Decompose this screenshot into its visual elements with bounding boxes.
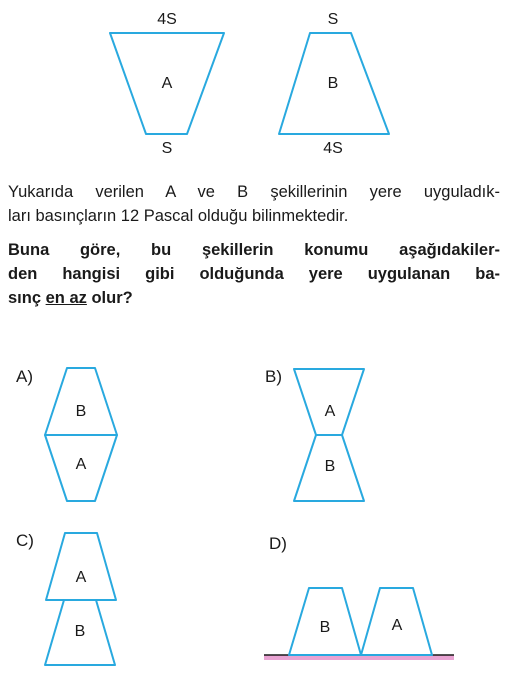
option-c-top-label: A <box>75 569 87 586</box>
shape-b-bottom-label: 4S <box>323 140 343 157</box>
option-b[interactable] <box>265 367 364 501</box>
option-c[interactable] <box>16 531 116 665</box>
shape-b-top-label: S <box>327 11 339 28</box>
question-paragraph <box>8 238 500 310</box>
option-a-top-label: B <box>75 403 87 420</box>
shape-a-top-label: 4S <box>157 11 177 28</box>
option-d-letter: D) <box>269 534 287 553</box>
shape-a-bottom-label: S <box>161 140 173 157</box>
option-d-left-label: B <box>319 619 331 636</box>
question-line-3-end: olur? <box>86 289 133 307</box>
intro-line-1: Yukarıda verilen A ve B şekillerinin yere uyguladık- <box>8 183 500 201</box>
intro-line-2: ları basınçların 12 Pascal olduğu bilinmektedir. <box>8 207 349 225</box>
question-line-1: Buna göre, bu şekillerin konumu aşağıdakiler- <box>8 241 500 259</box>
shape-a-label: A <box>161 75 173 92</box>
option-a-bottom-label: A <box>75 456 87 473</box>
option-b-top-label: A <box>324 403 336 420</box>
shape-b-given <box>279 11 389 157</box>
option-a[interactable] <box>16 367 117 501</box>
option-b-bottom-label: B <box>324 458 336 475</box>
option-a-top-trapezoid <box>45 368 117 435</box>
shape-b-label: B <box>327 75 339 92</box>
option-c-bottom-label: B <box>74 623 86 640</box>
intro-paragraph <box>8 180 500 228</box>
option-a-letter: A) <box>16 367 33 386</box>
shape-a-given <box>110 11 224 157</box>
option-b-letter: B) <box>265 367 282 386</box>
option-c-top-trapezoid <box>46 533 116 600</box>
question-line-3-start: sınç <box>8 289 46 307</box>
emphasis-en-az: en az <box>45 289 87 307</box>
question-line-3 <box>8 286 500 310</box>
option-d-right-label: A <box>391 617 403 634</box>
option-c-letter: C) <box>16 531 34 550</box>
option-b-top-trapezoid <box>294 369 364 435</box>
option-d[interactable] <box>264 534 454 660</box>
question-line-2: den hangisi gibi olduğunda yere uygulanan ba- <box>8 265 500 283</box>
